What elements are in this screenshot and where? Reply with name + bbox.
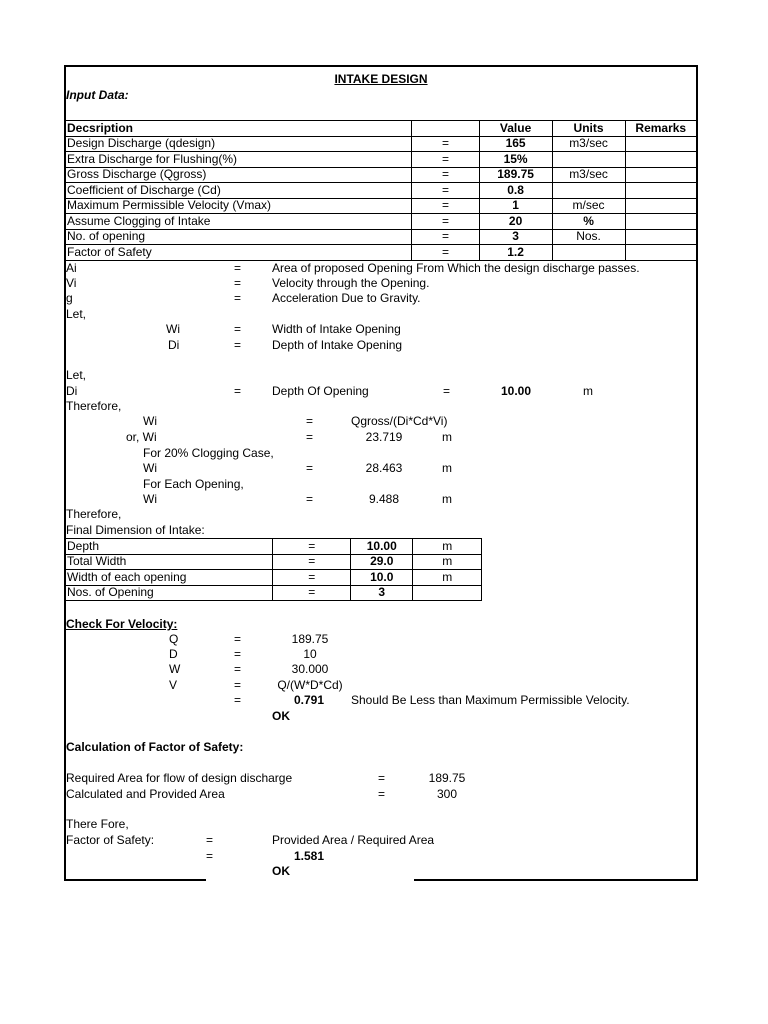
d-value: 10 [303,647,317,661]
table-row: Coefficient of Discharge (Cd) = 0.8 [66,183,697,199]
therefore-label-2: Therefore, [66,507,122,521]
there-fore-label: There Fore, [66,817,129,831]
velocity-result-equals: = [234,693,242,707]
q-symbol: Q [169,632,179,646]
v-equals: = [234,678,242,692]
def-di-text: Depth of Intake Opening [272,338,403,352]
table-row: Depth = 10.00 m [66,539,482,555]
header-value: Value [479,121,552,137]
def-vi-text: Velocity through the Opening. [272,276,430,290]
provided-area-equals: = [378,787,386,801]
di-value: 10.00 [501,384,532,398]
required-area-equals: = [378,771,386,785]
wi1-formula: Qgross/(Di*Cd*Vi) [351,414,448,428]
di-equals-2: = [443,384,451,398]
wi4-symbol: Wi [143,492,157,506]
d-symbol: D [169,647,178,661]
table-row: No. of opening = 3 Nos. [66,229,697,245]
each-opening-label: For Each Opening, [143,477,244,491]
w-symbol: W [169,662,181,676]
di-unit: m [583,384,593,398]
fos-result-value: 1.581 [294,849,325,863]
table-row: Design Discharge (qdesign) = 165 m3/sec [66,136,697,152]
wi4-equals: = [306,492,314,506]
table-row: Extra Discharge for Flushing(%) = 15% [66,152,697,168]
provided-area-value: 300 [436,787,458,801]
q-value: 189.75 [291,632,329,646]
let-label: Let, [66,307,87,321]
table-row: Width of each opening = 10.0 m [66,570,482,586]
def-vi-symbol: Vi [66,276,77,290]
page-title: INTAKE DESIGN [334,72,428,86]
wi3-equals: = [306,461,314,475]
fos-result-equals: = [206,849,214,863]
required-area-value: 189.75 [428,771,466,785]
velocity-result-value: 0.791 [294,693,325,707]
wi4-unit: m [442,492,452,506]
wi2-value: 23.719 [365,430,403,444]
wi1-equals: = [306,414,314,428]
wi4-value: 9.488 [368,492,400,506]
q-equals: = [234,632,242,646]
table-row: Total Width = 29.0 m [66,554,482,570]
header-description: Decsription [66,121,412,137]
d-equals: = [234,647,242,661]
table-row: Gross Discharge (Qgross) = 189.75 m3/sec [66,167,697,183]
let-label-2: Let, [66,368,87,382]
input-data-label: Input Data: [66,88,129,102]
fos-ok: OK [272,864,290,878]
def-g-symbol: g [66,291,73,305]
bottom-border-left [64,879,206,881]
wi3-value: 28.463 [365,461,403,475]
def-g-equals: = [234,291,242,305]
table-row: Nos. of Opening = 3 [66,585,482,601]
table-header-row [66,121,697,137]
wi2-unit: m [442,430,452,444]
def-vi-equals: = [234,276,242,290]
required-area-label: Required Area for flow of design discharge [66,771,293,785]
fos-formula: Provided Area / Required Area [272,833,435,847]
wi1-symbol: Wi [143,414,157,428]
velocity-heading: Check For Velocity: [66,617,178,631]
wi2-symbol: or, Wi [126,430,157,444]
w-value: 30.000 [291,662,329,676]
table-row: Factor of Safety = 1.2 [66,245,697,261]
header-remarks: Remarks [625,121,696,137]
def-ai-symbol: Ai [66,261,77,275]
final-dimension-table [65,538,482,601]
def-di-symbol: Di [168,338,180,352]
def-wi-symbol: Wi [166,322,180,336]
input-data-table [65,120,697,261]
table-row: Maximum Permissible Velocity (Vmax) = 1 m/sec [66,198,697,214]
def-wi-text: Width of Intake Opening [272,322,401,336]
therefore-label: Therefore, [66,399,122,413]
v-symbol: V [169,678,178,692]
table-row: Assume Clogging of Intake = 20 % [66,214,697,230]
header-units: Units [552,121,625,137]
bottom-border-right [414,879,698,881]
wi2-equals: = [306,430,314,444]
def-g-text: Acceleration Due to Gravity. [272,291,421,305]
fos-label: Factor of Safety: [66,833,155,847]
fos-equals: = [206,833,214,847]
di-text: Depth Of Opening [272,384,369,398]
w-equals: = [234,662,242,676]
v-formula: Q/(W*D*Cd) [277,678,343,692]
velocity-result-note: Should Be Less than Maximum Permissible Velocity. [351,693,630,707]
di-equals: = [234,384,242,398]
fos-heading: Calculation of Factor of Safety: [66,740,244,754]
clogging-label: For 20% Clogging Case, [143,446,274,460]
di-symbol: Di [66,384,78,398]
final-dimension-label: Final Dimension of Intake: [66,523,205,537]
wi3-unit: m [442,461,452,475]
def-ai-equals: = [234,261,242,275]
provided-area-label: Calculated and Provided Area [66,787,225,801]
def-di-equals: = [234,338,242,352]
velocity-ok: OK [272,709,290,723]
wi3-symbol: Wi [143,461,157,475]
def-ai-text: Area of proposed Opening From Which the design discharge passes. [272,261,640,275]
def-wi-equals: = [234,322,242,336]
